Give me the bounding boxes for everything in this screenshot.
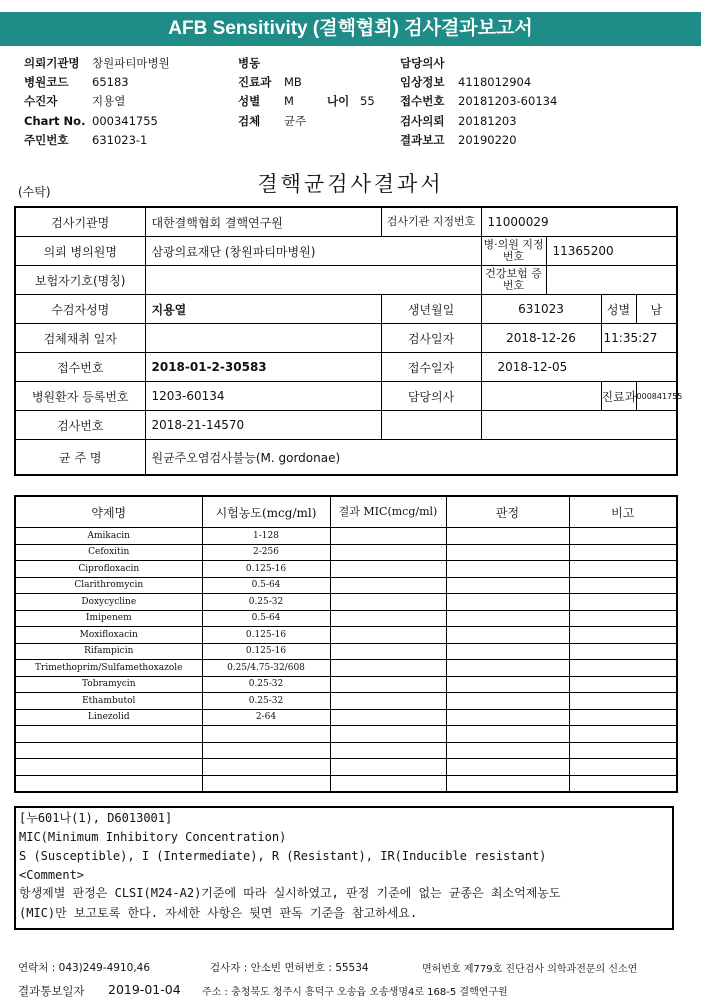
table-row bbox=[15, 577, 677, 594]
mic-cell bbox=[330, 627, 446, 644]
doctor-value bbox=[481, 382, 601, 411]
mic-cell bbox=[330, 528, 446, 545]
remark-cell bbox=[569, 610, 677, 627]
footer-notify-label: 결과통보일자 bbox=[18, 984, 85, 998]
mic-cell bbox=[330, 594, 446, 611]
resident-no-field: 주민번호 631023-1 bbox=[24, 133, 148, 147]
req-hosp-label: 의뢰 병의원명 bbox=[15, 237, 145, 266]
judgement-cell bbox=[446, 643, 569, 660]
table-row bbox=[15, 775, 677, 792]
drug-cell: Ethambutol bbox=[15, 693, 202, 710]
drug-cell: Tobramycin bbox=[15, 676, 202, 693]
mic-cell bbox=[330, 759, 446, 776]
judgement-cell bbox=[446, 544, 569, 561]
col-drug-header: 약제명 bbox=[15, 496, 202, 528]
receipt-no-field: 접수번호 20181203-60134 bbox=[400, 94, 558, 108]
susceptibility-table bbox=[14, 495, 678, 793]
mic-cell bbox=[330, 561, 446, 578]
document-title: 결핵균검사결과서 bbox=[257, 172, 444, 196]
drug-cell: Doxycycline bbox=[15, 594, 202, 611]
concentration-cell: 0.5-64 bbox=[202, 610, 330, 627]
remark-cell bbox=[569, 693, 677, 710]
mic-cell bbox=[330, 610, 446, 627]
remark-cell bbox=[569, 643, 677, 660]
ward-field: 병동 bbox=[238, 56, 261, 70]
dept-field: 진료과 MB bbox=[238, 75, 302, 89]
mic-cell bbox=[330, 709, 446, 726]
test-no-blank bbox=[381, 411, 481, 440]
test-no-label: 검사번호 bbox=[15, 411, 145, 440]
concentration-cell: 0.25-32 bbox=[202, 676, 330, 693]
specimen-field: 검체 균주 bbox=[238, 114, 307, 128]
note-comment-heading: <Comment> bbox=[19, 868, 85, 882]
drug-cell: Ciprofloxacin bbox=[15, 561, 202, 578]
judgement-cell bbox=[446, 561, 569, 578]
table-row bbox=[15, 643, 677, 660]
strain-value: 원균주오염검사불능(M. gordonae) bbox=[145, 440, 677, 476]
concentration-cell: 0.5-64 bbox=[202, 577, 330, 594]
remark-cell bbox=[569, 528, 677, 545]
drug-cell: Rifampicin bbox=[15, 643, 202, 660]
patient-info-table bbox=[14, 206, 683, 476]
table-row bbox=[15, 561, 677, 578]
col-note-header: 비고 bbox=[569, 496, 677, 528]
concentration-cell: 2-256 bbox=[202, 544, 330, 561]
request-date-field: 검사의뢰 20181203 bbox=[400, 114, 517, 128]
mic-cell bbox=[330, 577, 446, 594]
report-banner-title: AFB Sensitivity (결핵협회) 검사결과보고서 bbox=[0, 12, 701, 46]
concentration-cell: 0.25-32 bbox=[202, 594, 330, 611]
accept-no-value: 2018-01-2-30583 bbox=[145, 353, 381, 382]
hospital-code-field: 병원코드 65183 bbox=[24, 75, 129, 89]
drug-cell bbox=[15, 726, 202, 743]
concentration-cell: 2-64 bbox=[202, 709, 330, 726]
institution-field: 의뢰기관명 창원파티마병원 bbox=[24, 56, 170, 70]
consignment-stamp: (수탁) bbox=[18, 185, 51, 199]
note-mic-definition: MIC(Minimum Inhibitory Concentration) bbox=[19, 830, 287, 844]
accept-date-label: 접수일자 bbox=[381, 353, 481, 382]
judgement-cell bbox=[446, 676, 569, 693]
reg-no-value: 1203-60134 bbox=[145, 382, 381, 411]
mic-cell bbox=[330, 742, 446, 759]
test-time-value: 11:35:27 bbox=[601, 324, 677, 353]
doctor-field: 담당의사 bbox=[400, 56, 445, 70]
mic-cell bbox=[330, 660, 446, 677]
remark-cell bbox=[569, 676, 677, 693]
judgement-cell bbox=[446, 660, 569, 677]
lab-no-label: 검사기관 지정번호 bbox=[381, 207, 481, 237]
footer-tester: 검사자 : 안소빈 면허번호 : 55534 bbox=[210, 962, 369, 974]
note-code: [누601나(1), D6013001] bbox=[19, 811, 173, 825]
note-legend: S (Susceptible), I (Intermediate), R (Resistant), IR(Inducible resistant) bbox=[19, 849, 547, 863]
concentration-cell: 1-128 bbox=[202, 528, 330, 545]
table-row bbox=[15, 660, 677, 677]
drug-cell bbox=[15, 759, 202, 776]
collect-value bbox=[145, 324, 381, 353]
table-row bbox=[15, 742, 677, 759]
table-row bbox=[15, 759, 677, 776]
health-no-value bbox=[546, 266, 677, 295]
collect-label: 검체채취 일자 bbox=[15, 324, 145, 353]
examinee-field: 수진자 지용열 bbox=[24, 94, 126, 108]
test-date-label: 검사일자 bbox=[381, 324, 481, 353]
judgement-cell bbox=[446, 577, 569, 594]
accept-no-label: 접수번호 bbox=[15, 353, 145, 382]
mic-cell bbox=[330, 775, 446, 792]
health-no-label: 건강보험 증 번호 bbox=[481, 266, 546, 295]
remark-cell bbox=[569, 759, 677, 776]
col-judge-header: 판정 bbox=[446, 496, 569, 528]
accept-date-value: 2018-12-05 bbox=[481, 353, 677, 382]
remark-cell bbox=[569, 660, 677, 677]
sex-value: 남 bbox=[636, 295, 677, 324]
drug-cell: Cefoxitin bbox=[15, 544, 202, 561]
sex-field: 성별 M bbox=[238, 94, 294, 108]
drug-cell: Clarithromycin bbox=[15, 577, 202, 594]
mic-cell bbox=[330, 643, 446, 660]
table-row bbox=[15, 594, 677, 611]
judgement-cell bbox=[446, 709, 569, 726]
mic-cell bbox=[330, 676, 446, 693]
table-row bbox=[15, 544, 677, 561]
remark-cell bbox=[569, 627, 677, 644]
chart-no-field: Chart No. 000341755 bbox=[24, 114, 158, 128]
dept-label: 진료과 bbox=[601, 382, 636, 411]
remark-cell bbox=[569, 709, 677, 726]
test-no-value: 2018-21-14570 bbox=[145, 411, 381, 440]
clinical-info-field: 임상정보 4118012904 bbox=[400, 75, 532, 89]
judgement-cell bbox=[446, 528, 569, 545]
mic-cell bbox=[330, 726, 446, 743]
col-conc-header: 시험농도(mcg/ml) bbox=[202, 496, 330, 528]
remark-cell bbox=[569, 742, 677, 759]
judgement-cell bbox=[446, 726, 569, 743]
age-field: 나이 55 bbox=[327, 94, 375, 108]
concentration-cell bbox=[202, 775, 330, 792]
test-no-blank-2 bbox=[481, 411, 677, 440]
drug-cell: Imipenem bbox=[15, 610, 202, 627]
concentration-cell: 0.25/4.75-32/608 bbox=[202, 660, 330, 677]
remark-cell bbox=[569, 775, 677, 792]
concentration-cell: 0.125-16 bbox=[202, 627, 330, 644]
note-comment-line-2: (MIC)만 보고토록 한다. 자세한 사항은 뒷면 판독 기준을 참고하세요. bbox=[19, 906, 418, 920]
req-hosp-value: 삼광의료재단 (창원파티마병원) bbox=[145, 237, 481, 266]
judgement-cell bbox=[446, 610, 569, 627]
table-row bbox=[15, 726, 677, 743]
hosp-no-label: 병·의원 지정번호 bbox=[481, 237, 546, 266]
doctor-label: 담당의사 bbox=[381, 382, 481, 411]
drug-cell: Moxifloxacin bbox=[15, 627, 202, 644]
table-row bbox=[15, 528, 677, 545]
sex-label: 성별 bbox=[601, 295, 636, 324]
comment-box bbox=[14, 806, 674, 930]
lab-value: 대한결핵협회 결핵연구원 bbox=[145, 207, 381, 237]
insurer-label: 보험자기호(명칭) bbox=[15, 266, 145, 295]
drug-cell: Trimethoprim/Sulfamethoxazole bbox=[15, 660, 202, 677]
lab-no-value: 11000029 bbox=[481, 207, 677, 237]
test-date-value: 2018-12-26 bbox=[481, 324, 601, 353]
drug-cell: Amikacin bbox=[15, 528, 202, 545]
drug-cell bbox=[15, 775, 202, 792]
remark-cell bbox=[569, 544, 677, 561]
table-row bbox=[15, 693, 677, 710]
insurer-value bbox=[145, 266, 481, 295]
remark-cell bbox=[569, 561, 677, 578]
footer-address: 주소 : 충청북도 청주시 흥덕구 오송읍 오송생명4로 168-5 결핵연구원 bbox=[202, 987, 508, 998]
hosp-no-value: 11365200 bbox=[546, 237, 677, 266]
table-row bbox=[15, 676, 677, 693]
concentration-cell: 0.25-32 bbox=[202, 693, 330, 710]
concentration-cell bbox=[202, 759, 330, 776]
strain-label: 균 주 명 bbox=[15, 440, 145, 476]
judgement-cell bbox=[446, 693, 569, 710]
footer-contact: 연락처 : 043)249-4910,46 bbox=[18, 962, 151, 974]
table-row bbox=[15, 627, 677, 644]
remark-cell bbox=[569, 726, 677, 743]
drug-cell bbox=[15, 742, 202, 759]
judgement-cell bbox=[446, 627, 569, 644]
judgement-cell bbox=[446, 775, 569, 792]
judgement-cell bbox=[446, 759, 569, 776]
dept-value: 000841755 bbox=[636, 382, 677, 411]
birth-value: 631023 bbox=[481, 295, 601, 324]
remark-cell bbox=[569, 577, 677, 594]
birth-label: 생년월일 bbox=[381, 295, 481, 324]
concentration-cell bbox=[202, 726, 330, 743]
report-date-field: 결과보고 20190220 bbox=[400, 133, 517, 147]
concentration-cell: 0.125-16 bbox=[202, 561, 330, 578]
remark-cell bbox=[569, 594, 677, 611]
concentration-cell bbox=[202, 742, 330, 759]
patient-label: 수검자성명 bbox=[15, 295, 145, 324]
table-row bbox=[15, 709, 677, 726]
mic-cell bbox=[330, 544, 446, 561]
footer-license: 면허번호 제779호 진단검사 의학과전문의 신소연 bbox=[422, 964, 638, 975]
drug-cell: Linezolid bbox=[15, 709, 202, 726]
footer-notify-date: 2019-01-04 bbox=[108, 982, 181, 997]
mic-cell bbox=[330, 693, 446, 710]
judgement-cell bbox=[446, 594, 569, 611]
note-comment-line-1: 항생제별 판정은 CLSI(M24-A2)기준에 따라 실시하였고, 판정 기준에 없는 균종은 최소억제농도 bbox=[19, 886, 561, 900]
patient-value: 지용열 bbox=[145, 295, 381, 324]
concentration-cell: 0.125-16 bbox=[202, 643, 330, 660]
lab-label: 검사기관명 bbox=[15, 207, 145, 237]
col-mic-header: 결과 MIC(mcg/ml) bbox=[330, 496, 446, 528]
table-row bbox=[15, 610, 677, 627]
judgement-cell bbox=[446, 742, 569, 759]
reg-no-label: 병원환자 등록번호 bbox=[15, 382, 145, 411]
